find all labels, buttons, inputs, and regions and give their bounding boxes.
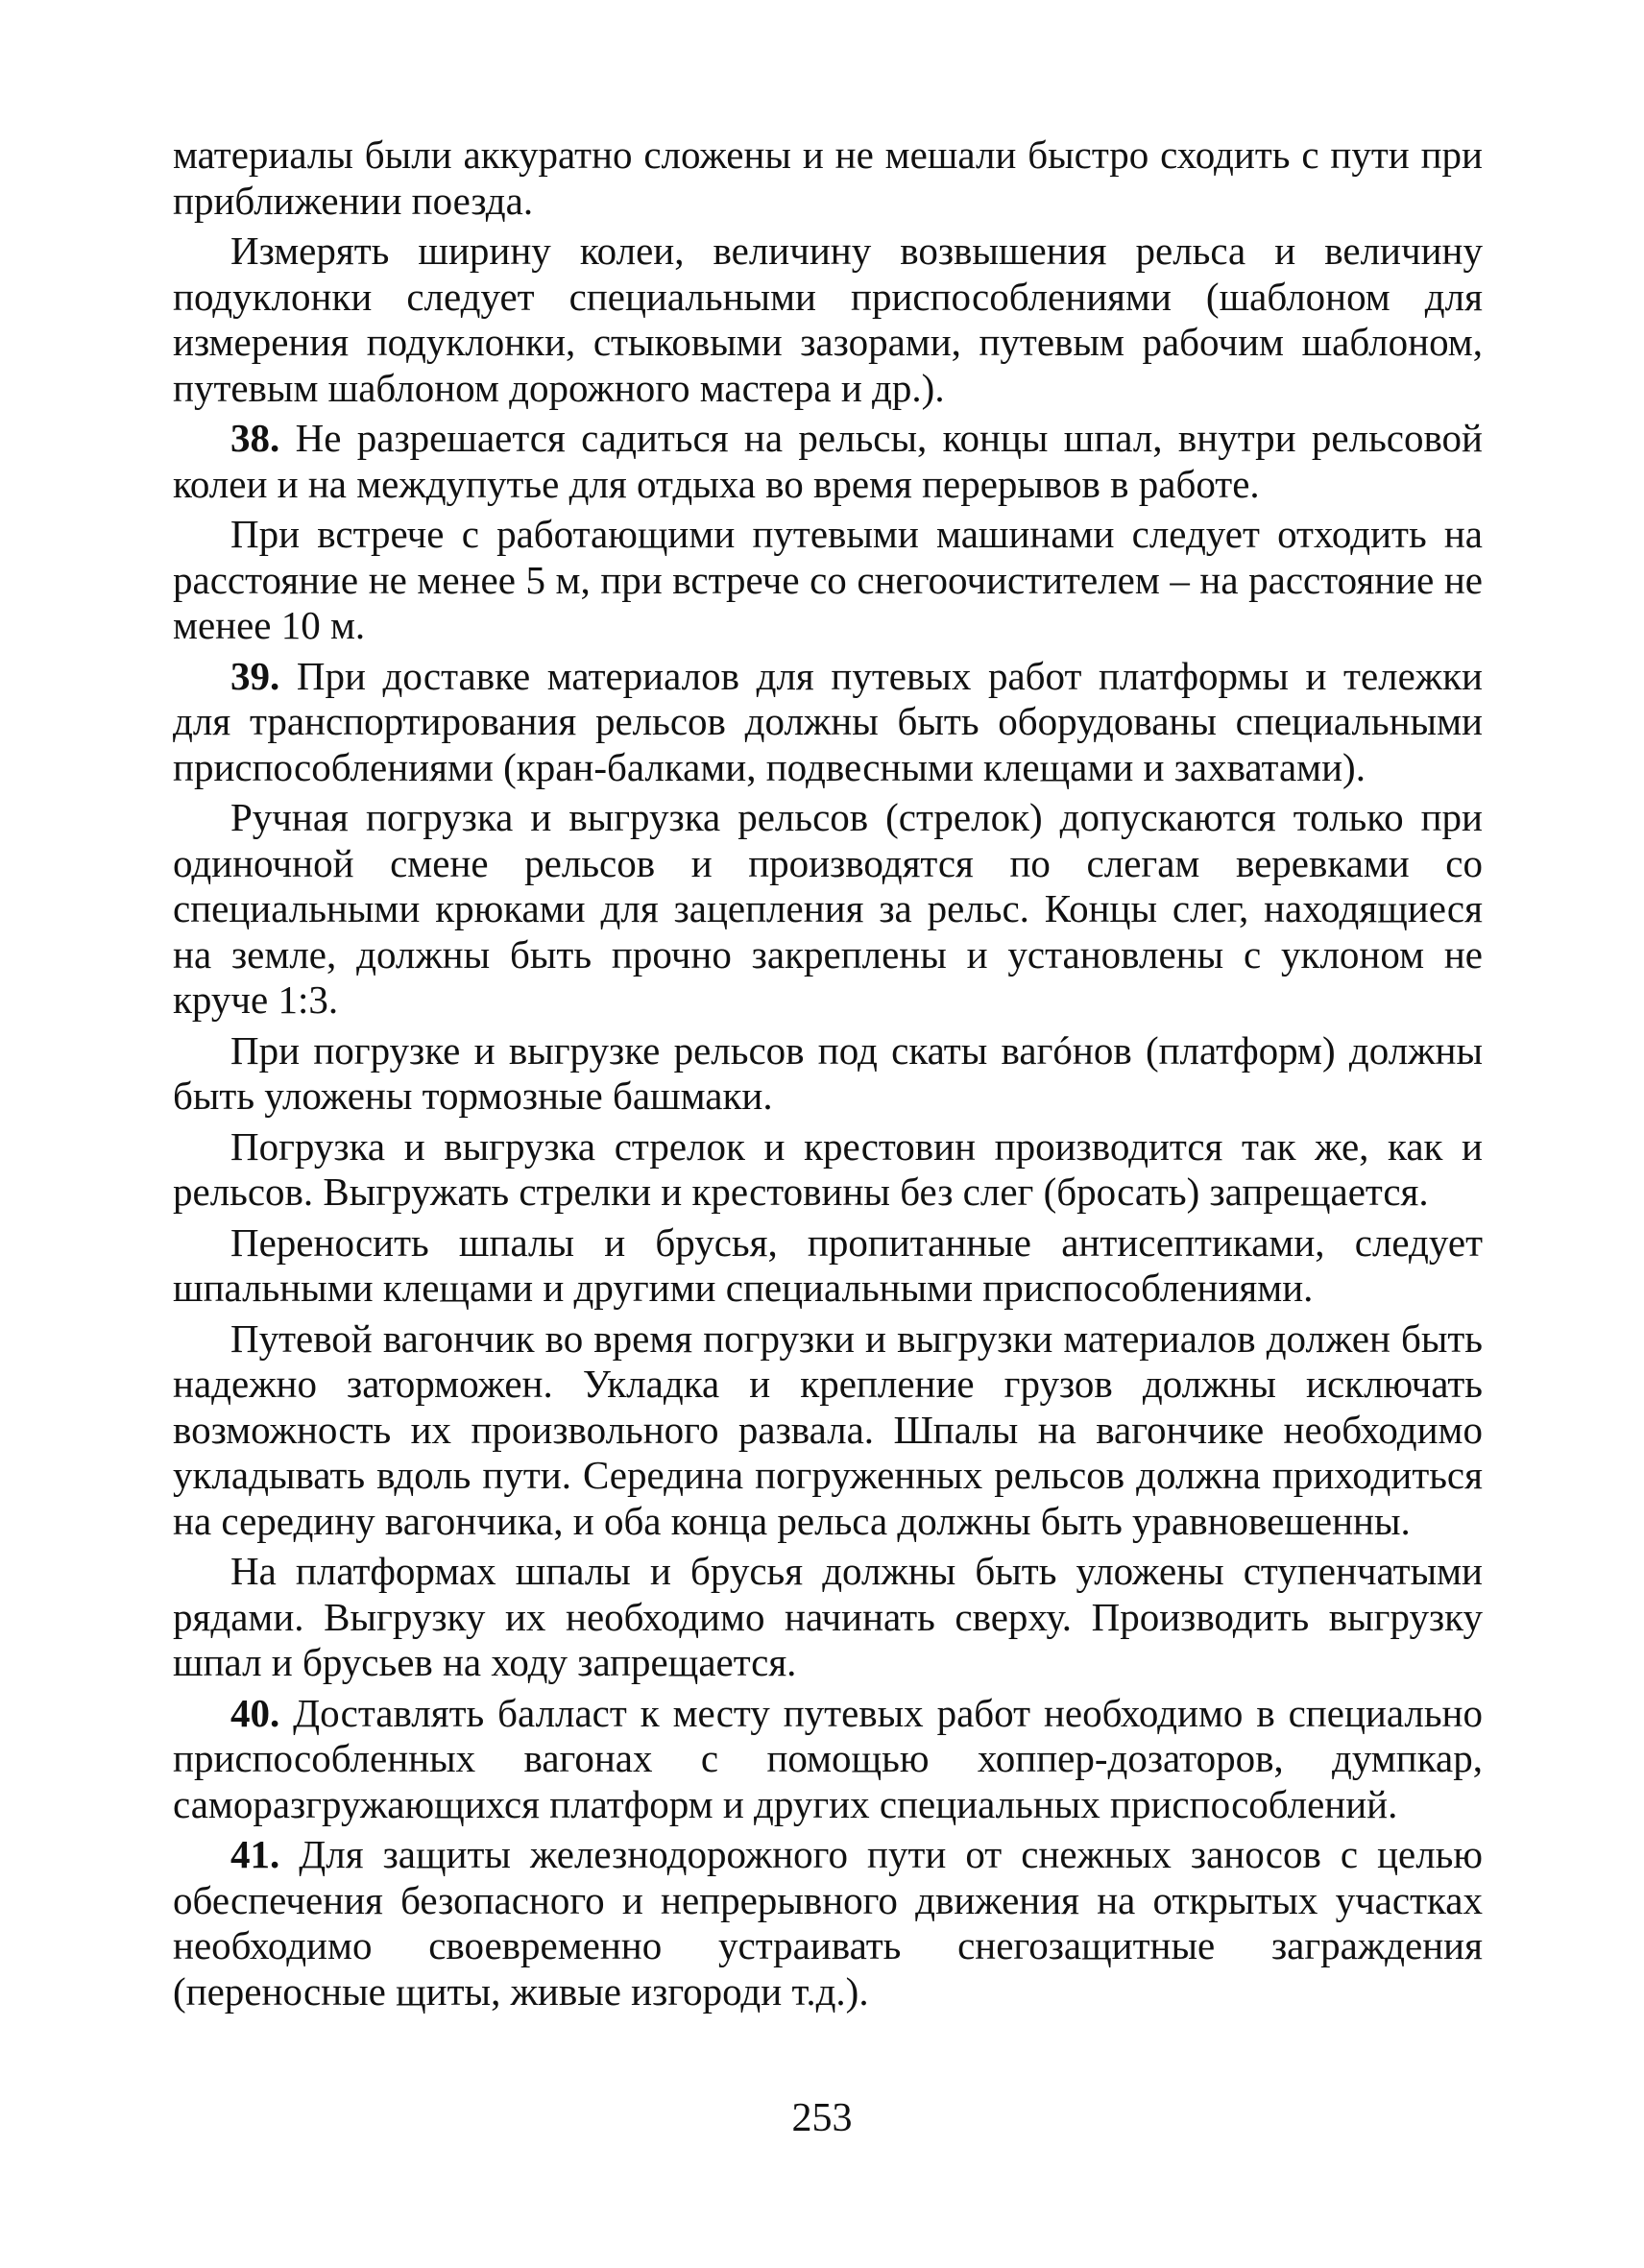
paragraph-text: При встрече с работающими путевыми машинами следует отходить на расстояние не менее 5 м, при встрече со снегоочистителем – на расстояние не менее 10 м. xyxy=(173,512,1483,647)
paragraph-text: материалы были аккуратно сложены и не мешали быстро сходить с пути при приближении поезда. xyxy=(173,133,1483,223)
paragraph xyxy=(173,512,1483,649)
paragraph-text: Путевой вагончик во время погрузки и выгрузки материалов должен быть надежно заторможен. Укладка и крепление грузов должны исключать возможность их произвольного развала. Шпалы на вагончике необходимо укладывать вдоль пути. Середина погруженных рельсов должна приходиться на середину вагончика, и оба конца рельса должны быть уравновешенны. xyxy=(173,1315,1483,1543)
paragraph xyxy=(173,1549,1483,1686)
paragraph xyxy=(173,1124,1483,1216)
paragraph xyxy=(173,1028,1483,1120)
paragraph xyxy=(173,416,1483,507)
clause-number: 41. xyxy=(230,1832,280,1876)
paragraph xyxy=(173,133,1483,224)
clause-number: 38. xyxy=(230,416,280,460)
paragraph xyxy=(173,795,1483,1024)
clause-number: 40. xyxy=(230,1690,280,1735)
paragraph-text: Доставлять балласт к месту путевых работ необходимо в специально приспособленных вагонах с помощью хоппер-дозаторов, думпкар, саморазгружающихся платформ и других специальных приспособлений. xyxy=(173,1690,1483,1826)
paragraph-text: На платформах шпалы и брусья должны быть уложены ступенчатыми рядами. Выгрузку их необходимо начинать сверху. Производить выгрузку шпал и брусьев на ходу запрещается. xyxy=(173,1549,1483,1684)
paragraph xyxy=(173,654,1483,791)
paragraph xyxy=(173,1316,1483,1545)
paragraph-text: Ручная погрузка и выгрузка рельсов (стрелок) допускаются только при одиночной смене рельсов и производятся по слегам веревками со специальными крюками для зацепления за рельс. Концы слег, находящиеся на земле, должны быть прочно закреплены и установлены с уклоном не круче 1:3. xyxy=(173,795,1483,1022)
page-number: 253 xyxy=(791,2096,853,2140)
paragraph-text: При доставке материалов для путевых работ платформы и тележки для транспортирования рельсов должны быть оборудованы специальными приспособлениями (кран-балками, подвесными клещами и захватами). xyxy=(173,653,1483,789)
paragraph-text: При погрузке и выгрузке рельсов под скаты вагóнов (платформ) должны быть уложены тормозные башмаки. xyxy=(173,1027,1483,1118)
paragraph-text: Измерять ширину колеи, величину возвышения рельса и величину подуклонки следует специальными приспособлениями (шаблоном для измерения подуклонки, стыковыми зазорами, путевым рабочим шаблоном, путевым шаблоном дорожного мастера и др.). xyxy=(173,229,1483,410)
paragraph xyxy=(173,1220,1483,1312)
page-body xyxy=(173,133,1483,2019)
paragraph-text: Погрузка и выгрузка стрелок и крестовин производится так же, как и рельсов. Выгружать стрелки и крестовины без слег (бросать) запрещается. xyxy=(173,1123,1483,1214)
paragraph xyxy=(173,1832,1483,2015)
clause-number: 39. xyxy=(230,653,280,698)
paragraph-text: Переносить шпалы и брусья, пропитанные антисептиками, следует шпальными клещами и другими специальными приспособлениями. xyxy=(173,1219,1483,1310)
paragraph xyxy=(173,1691,1483,1828)
paragraph-text: Не разрешается садиться на рельсы, концы шпал, внутри рельсовой колеи и на междупутье для отдыха во время перерывов в работе. xyxy=(173,416,1483,506)
paragraph-text: Для защиты железнодорожного пути от снежных заносов с целью обеспечения безопасного и непрерывного движения на открытых участках необходимо своевременно устраивать снегозащитные заграждения (переносные щиты, живые изгороди т.д.). xyxy=(173,1832,1483,2014)
paragraph xyxy=(173,229,1483,411)
